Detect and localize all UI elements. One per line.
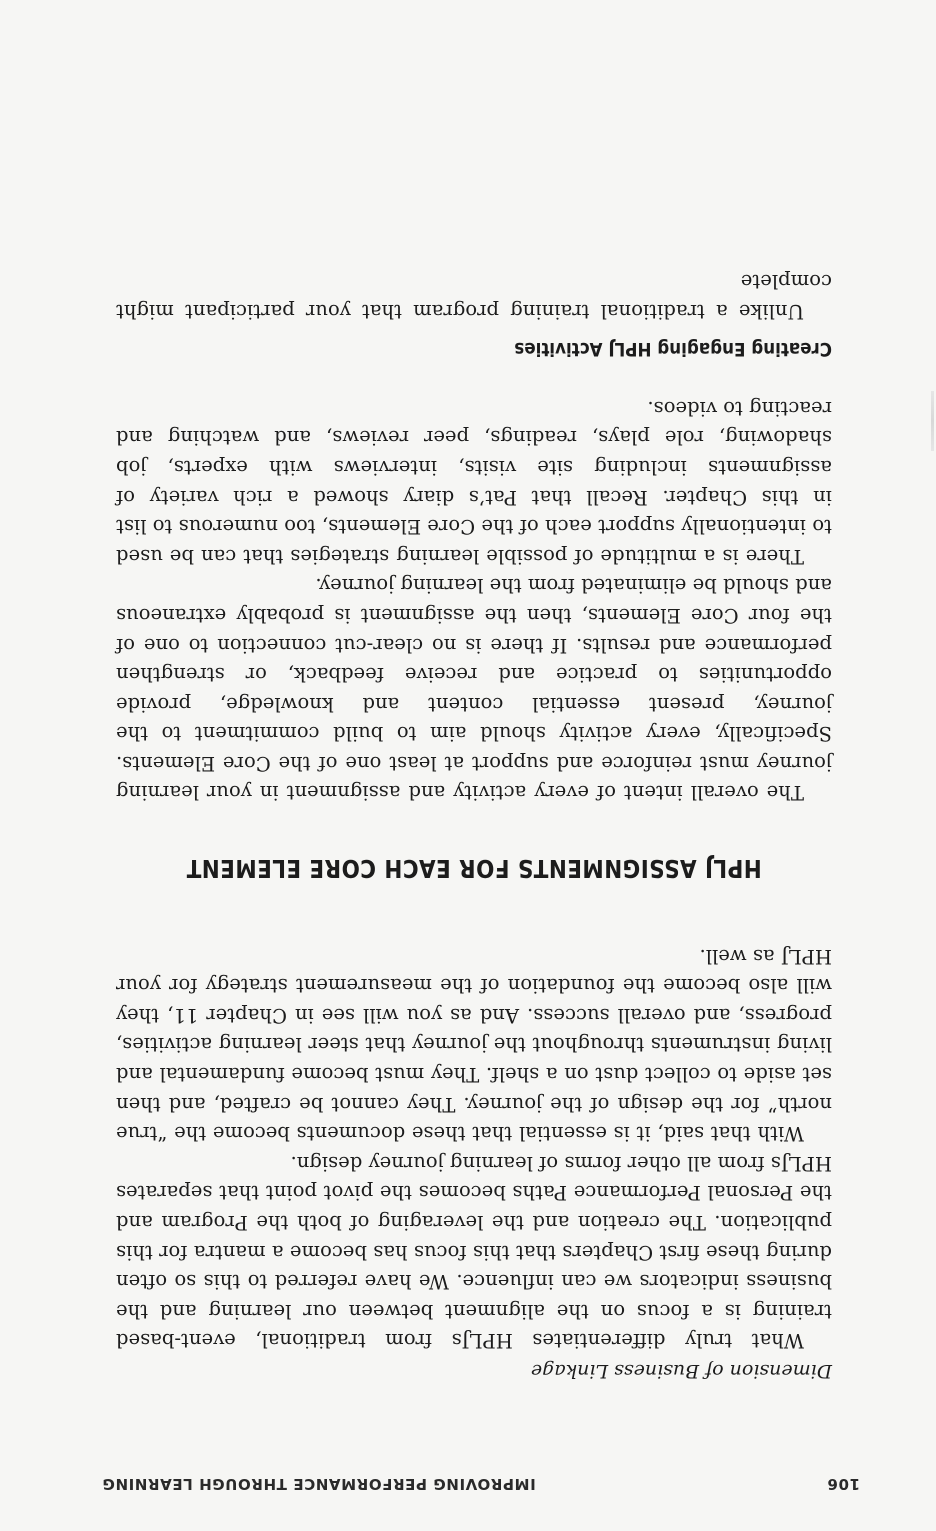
body-paragraph: The overall intent of every activity and assignment in your learning journey must reinforce and support at least one of the Core Elements. Specifically, every activity should aim to build commitment to the journey, present essential content and knowledge, provide opportunities to practice and receive feedback, or strengthen performance and results. If there is no clear-cut connection to one of the four Core Elements, then the assignment is probably extraneous and should be eliminated from the learning journey. xyxy=(116,574,832,805)
section-title: HPLJ ASSIGNMENTS FOR EACH CORE ELEMENT xyxy=(186,854,762,884)
dimension-heading: Dimension of Business Linkage xyxy=(530,1360,832,1382)
body-paragraph: What truly differentiates HPLJs from traditional, event-based training is a focus on the alignment between our learning and the business indicators we can influence. We have referred to this so often during these first Chapters that this focus has become a mantra for this publication. The creation and the leveraging of both the Program and the Personal Performance Paths becomes the pivot point that separates HPLJs from all other forms of learning journey design. xyxy=(116,1151,832,1353)
running-header xyxy=(102,1475,860,1493)
subsection-title: Creating Engaging HPLJ Activities xyxy=(514,338,832,361)
scan-edge-mark xyxy=(931,391,934,451)
page-number: 106 xyxy=(826,1475,860,1493)
body-paragraph: With that said, it is essential that these documents become the “true north” for the design of the journey. They cannot be crafted, and then set aside to collect dust on a shelf. They must become fundamental and living instruments throughout the journey that steer learning activities, progress, and overall success. And as you will see in Chapter 11, they will also become the foundation of the measurement strategy for your HPLJ as well. xyxy=(116,944,832,1146)
body-paragraph: There is a multitude of possible learning strategies that can be used to intentionally support each of the Core Elements, too numerous to list in this Chapter. Recall that Pat’s diary showed a rich variety of assignments including site visits, interviews with experts, job shadowing, role plays, readings, peer reviews, and watching and reacting to videos. xyxy=(116,396,832,568)
body-paragraph: Unlike a traditional training program that your participant might complete xyxy=(116,270,832,323)
page-body xyxy=(116,266,832,1385)
running-title: IMPROVING PERFORMANCE THROUGH LEARNING xyxy=(102,1475,536,1493)
